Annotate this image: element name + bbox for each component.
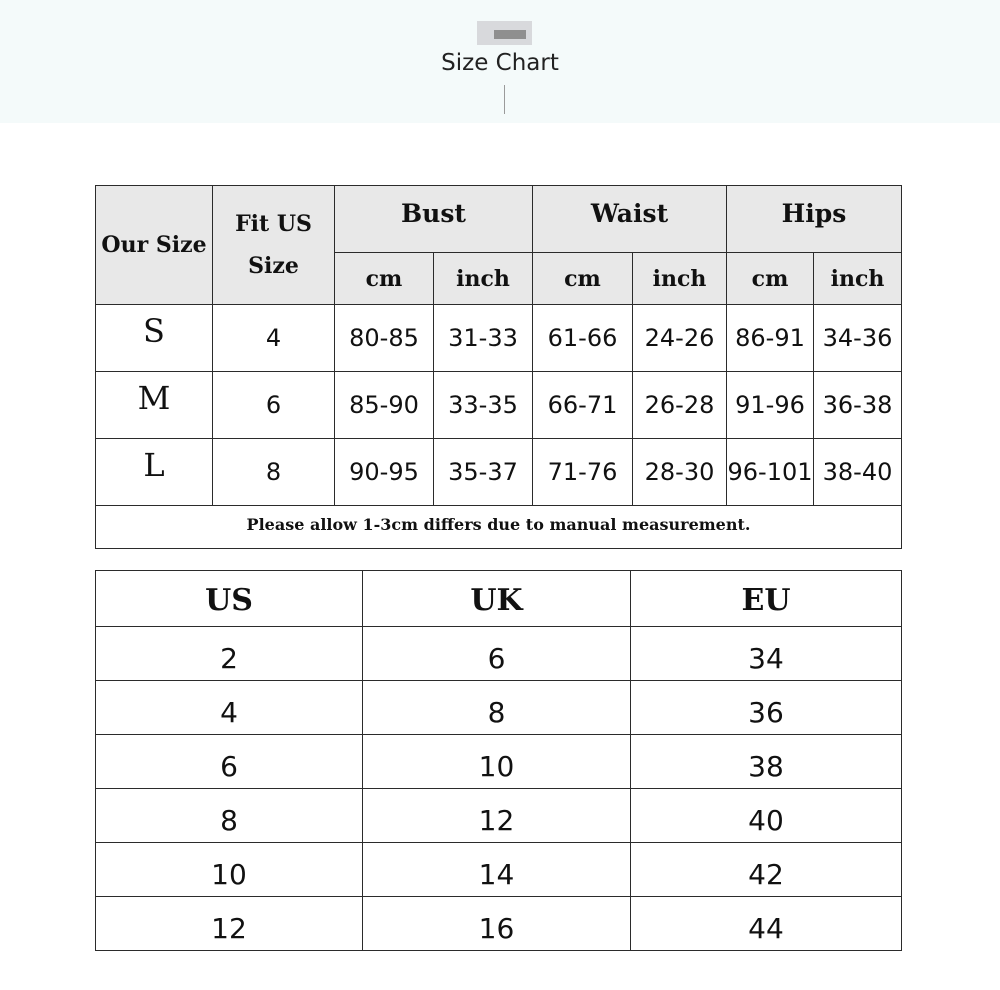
fit-us-size-header: Fit US Size [213, 186, 335, 305]
eu-cell: 42 [631, 843, 902, 897]
measurement-table [95, 185, 902, 549]
eu-cell: 34 [631, 627, 902, 681]
uk-cell: 6 [363, 627, 631, 681]
uk-cell: 10 [363, 735, 631, 789]
bust-cm-cell: 90-95 [335, 439, 434, 506]
table-row [96, 843, 902, 897]
measurement-note: Please allow 1-3cm differs due to manual measurement. [96, 506, 902, 549]
hips-inch-cell: 36-38 [814, 372, 902, 439]
bust-inch-cell: 31-33 [434, 305, 533, 372]
eu-cell: 40 [631, 789, 902, 843]
us-size-cell: 4 [213, 305, 335, 372]
size-cell: M [96, 372, 213, 439]
uk-cell: 14 [363, 843, 631, 897]
table-row [96, 372, 902, 439]
bust-header: Bust [335, 186, 533, 253]
hips-header: Hips [727, 186, 902, 253]
waist-cm-cell: 71-76 [533, 439, 633, 506]
us-cell: 10 [96, 843, 363, 897]
us-size-cell: 6 [213, 372, 335, 439]
table-row [96, 897, 902, 951]
page-title: Size Chart [441, 50, 559, 76]
unit-cm-header: cm [533, 253, 633, 305]
eu-cell: 36 [631, 681, 902, 735]
unit-cm-header: cm [727, 253, 814, 305]
waist-cm-cell: 66-71 [533, 372, 633, 439]
header-band [0, 0, 1000, 123]
table-row [96, 789, 902, 843]
waist-header: Waist [533, 186, 727, 253]
us-cell: 2 [96, 627, 363, 681]
uk-cell: 16 [363, 897, 631, 951]
eu-cell: 44 [631, 897, 902, 951]
hips-cm-cell: 86-91 [727, 305, 814, 372]
us-size-cell: 8 [213, 439, 335, 506]
unit-inch-header: inch [814, 253, 902, 305]
hips-inch-cell: 38-40 [814, 439, 902, 506]
table-row [96, 305, 902, 372]
us-header: US [96, 571, 363, 627]
header-row [96, 571, 902, 627]
unit-inch-header: inch [633, 253, 727, 305]
table-row [96, 735, 902, 789]
table-row [96, 627, 902, 681]
bust-cm-cell: 85-90 [335, 372, 434, 439]
size-cell: S [96, 305, 213, 372]
unit-inch-header: inch [434, 253, 533, 305]
us-cell: 4 [96, 681, 363, 735]
hips-inch-cell: 34-36 [814, 305, 902, 372]
size-conversion-table [95, 570, 902, 951]
waist-cm-cell: 61-66 [533, 305, 633, 372]
uk-cell: 8 [363, 681, 631, 735]
waist-inch-cell: 28-30 [633, 439, 727, 506]
our-size-header: Our Size [96, 186, 213, 305]
waist-inch-cell: 24-26 [633, 305, 727, 372]
hips-cm-cell: 96-101 [727, 439, 814, 506]
header-row [96, 186, 902, 253]
eu-header: EU [631, 571, 902, 627]
table-row [96, 439, 902, 506]
uk-cell: 12 [363, 789, 631, 843]
us-cell: 8 [96, 789, 363, 843]
unit-cm-header: cm [335, 253, 434, 305]
size-cell: L [96, 439, 213, 506]
us-cell: 12 [96, 897, 363, 951]
divider-line [504, 85, 505, 114]
eu-cell: 38 [631, 735, 902, 789]
table-row [96, 681, 902, 735]
note-row [96, 506, 902, 549]
bust-cm-cell: 80-85 [335, 305, 434, 372]
waist-inch-cell: 26-28 [633, 372, 727, 439]
bust-inch-cell: 33-35 [434, 372, 533, 439]
us-cell: 6 [96, 735, 363, 789]
chart-icon [477, 21, 532, 45]
uk-header: UK [363, 571, 631, 627]
hips-cm-cell: 91-96 [727, 372, 814, 439]
bust-inch-cell: 35-37 [434, 439, 533, 506]
